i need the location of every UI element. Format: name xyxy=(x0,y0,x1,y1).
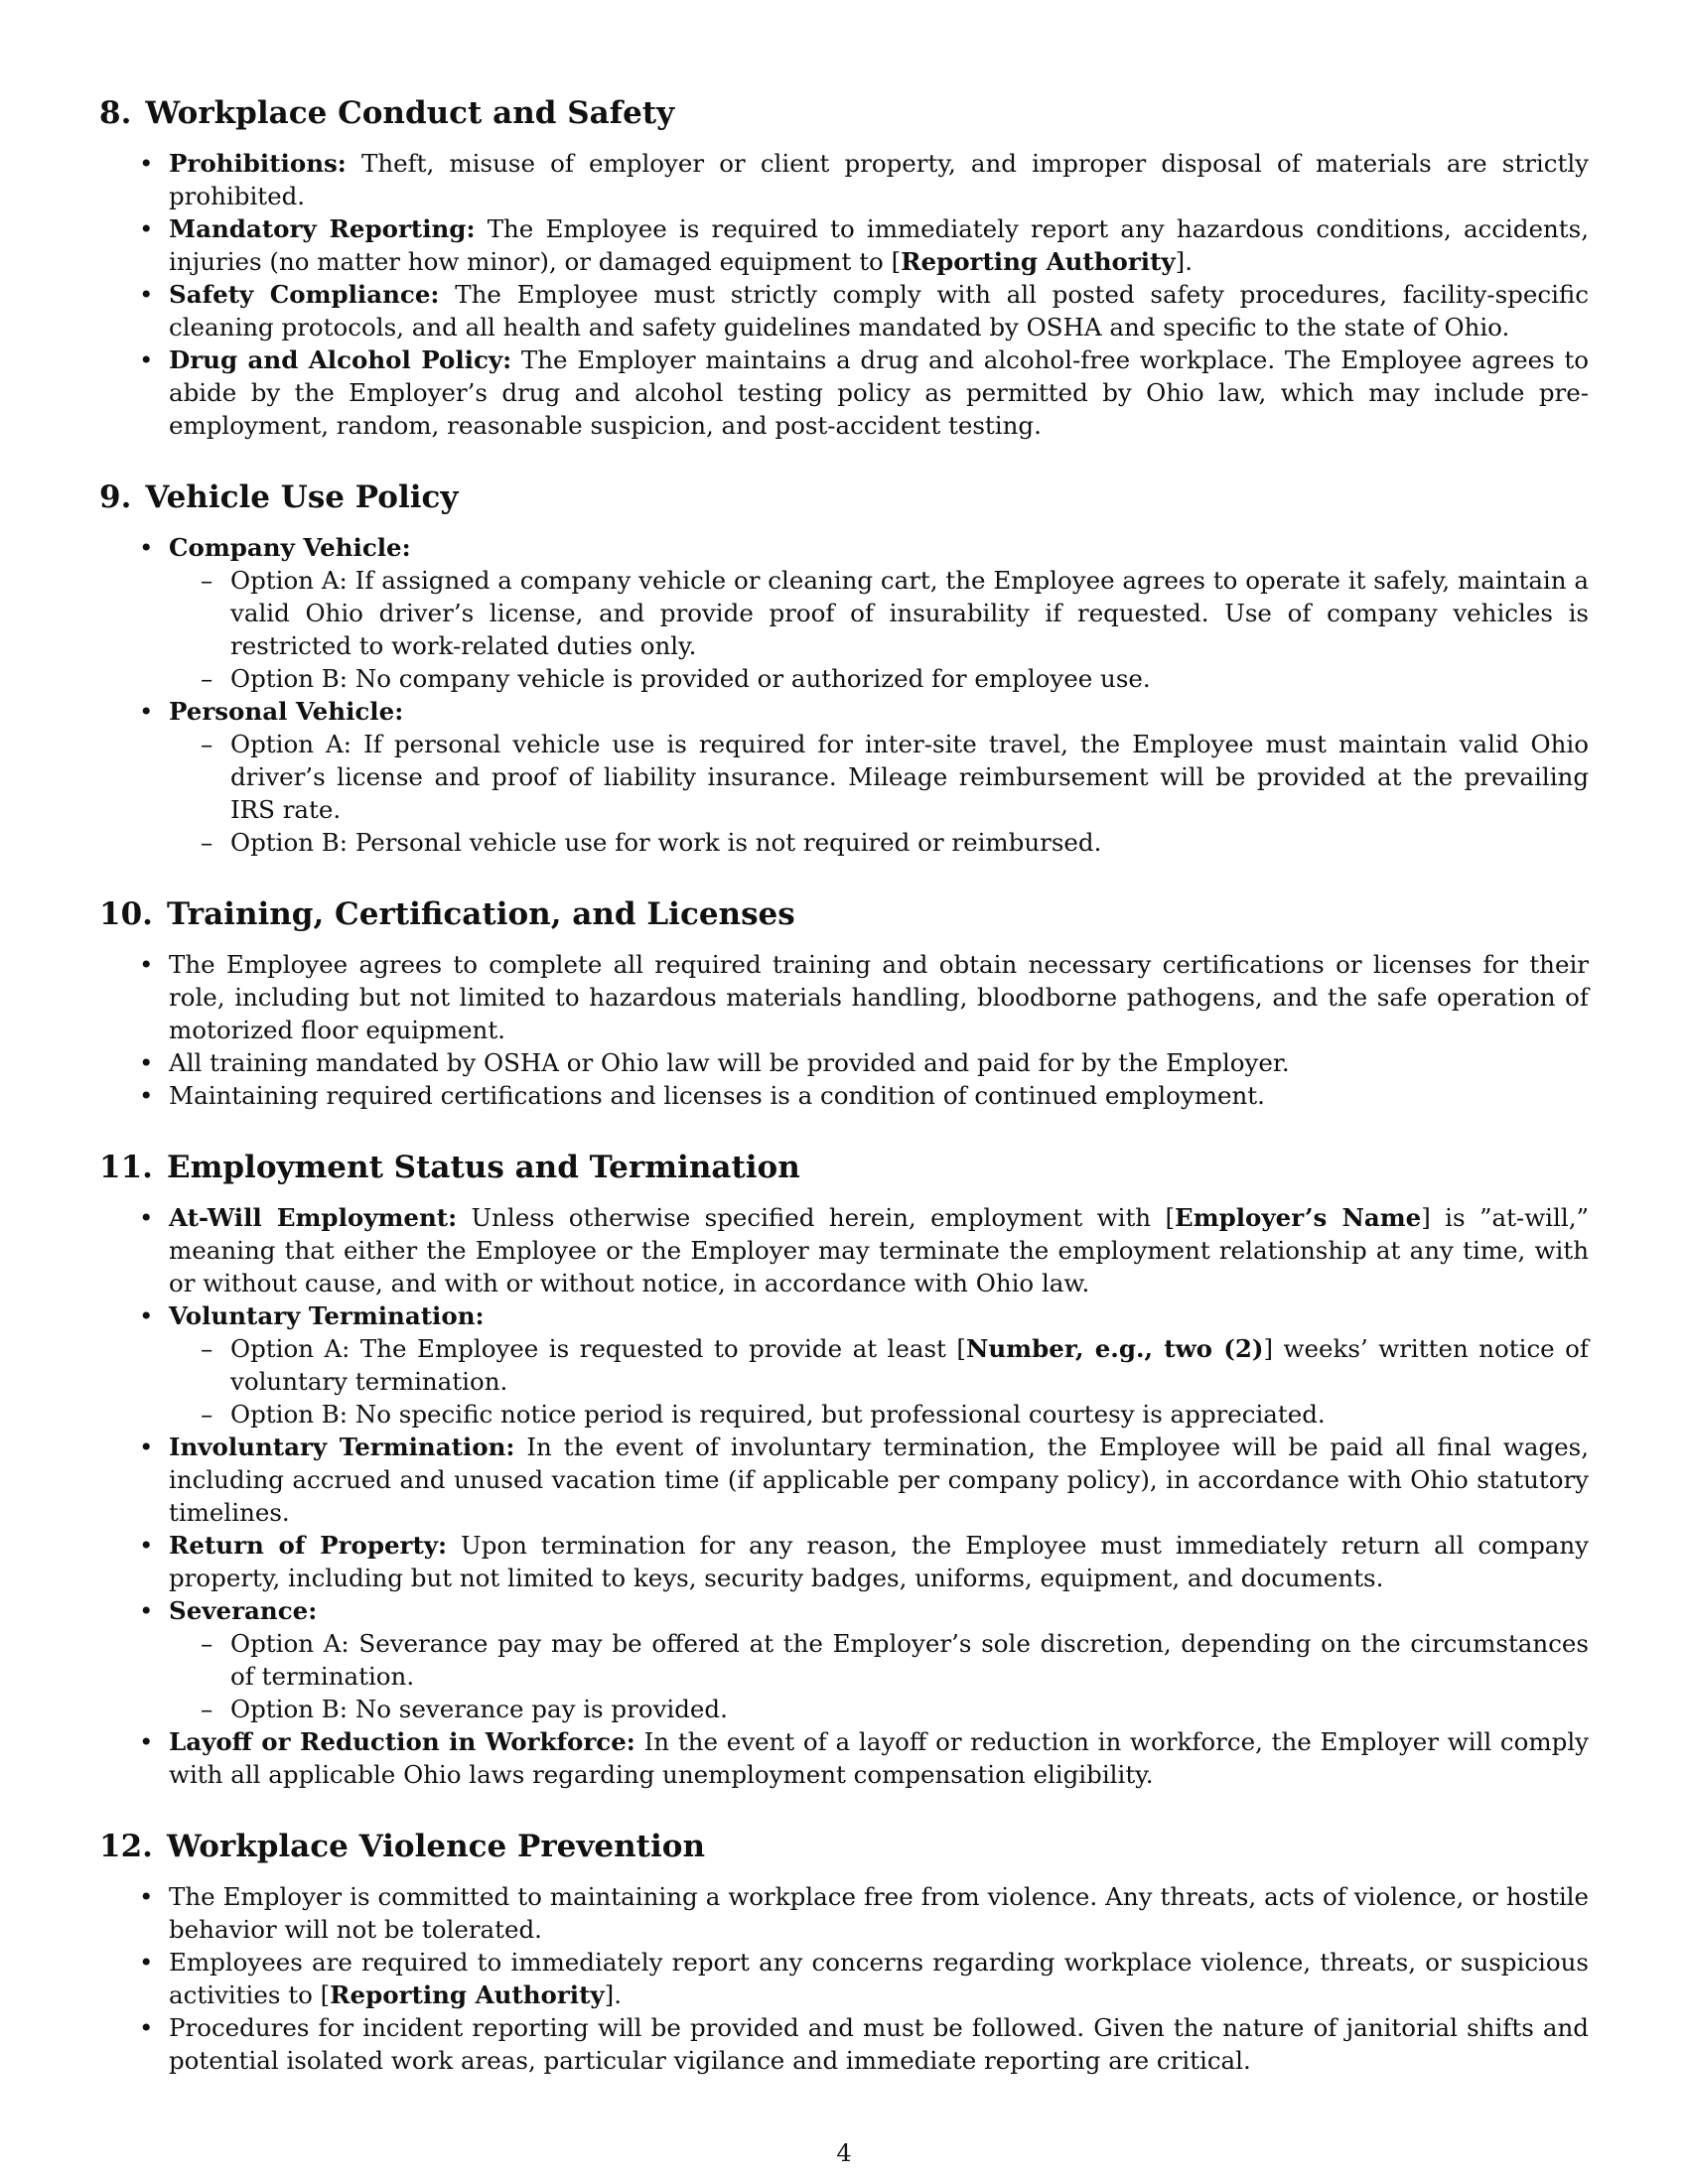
section-number: 11. xyxy=(99,1150,153,1185)
item-label: Company Vehicle: xyxy=(169,533,411,562)
section-12 xyxy=(99,1825,1589,2077)
item-label: At-Will Employment: xyxy=(169,1203,458,1232)
list-item xyxy=(169,1299,1589,1431)
list-item xyxy=(169,1201,1589,1299)
list-item xyxy=(169,1880,1589,1946)
list-item xyxy=(169,948,1589,1046)
list-item xyxy=(169,212,1589,278)
item-text: The Employer is committed to maintaining a workplace free from violence. Any threats, acts of violence, or hostile behavior will not be tolerated. xyxy=(169,1882,1589,1944)
item-label: Mandatory Reporting: xyxy=(169,214,476,243)
item-label: Personal Vehicle: xyxy=(169,697,404,726)
option-item: – Option B: Personal vehicle use for work is not required or reimbursed. xyxy=(230,826,1589,859)
list-item xyxy=(169,1529,1589,1594)
item-text: The Employee must strictly comply with all posted safety procedures, facility-specific cleaning protocols, and all health and safety guidelines mandated by OSHA and specific to the state of Ohio. xyxy=(169,280,1589,341)
placeholder-field: Reporting Authority xyxy=(330,1980,605,2009)
item-text: Procedures for incident reporting will be provided and must be followed. Given the nature of janitorial shifts and potential isolated work areas, particular vigilance and immediate reporting are critical. xyxy=(169,2013,1589,2075)
item-text-tail: ]. xyxy=(604,1980,623,2009)
section-10 xyxy=(99,892,1589,1112)
option-list xyxy=(169,1627,1589,1725)
section-number: 9. xyxy=(99,479,132,515)
item-text-tail: ] weeks’ written notice of voluntary termination. xyxy=(230,1334,1589,1396)
option-item: – Option B: No severance pay is provided. xyxy=(230,1693,1589,1725)
list-item xyxy=(169,278,1589,343)
list-item xyxy=(169,531,1589,695)
item-text: All training mandated by OSHA or Ohio law will be provided and paid for by the Employer. xyxy=(169,1048,1290,1077)
list-item xyxy=(169,1946,1589,2011)
bullet-list xyxy=(99,948,1589,1112)
bullet-list xyxy=(99,1880,1589,2077)
section-8 xyxy=(99,91,1589,442)
placeholder-field: Number, e.g., two (2) xyxy=(965,1334,1264,1363)
item-label: Involuntary Termination: xyxy=(169,1433,515,1461)
section-11 xyxy=(99,1146,1589,1791)
option-item: – Option A: Severance pay may be offered at the Employer’s sole discretion, depending on the circumstances of termination. xyxy=(230,1627,1589,1693)
option-item xyxy=(230,1332,1589,1398)
item-label: Drug and Alcohol Policy: xyxy=(169,345,512,374)
section-heading xyxy=(99,892,1589,936)
option-list xyxy=(169,564,1589,695)
section-9 xyxy=(99,476,1589,859)
item-text: Unless otherwise specified herein, employment with [ xyxy=(457,1203,1176,1232)
option-list xyxy=(169,1332,1589,1431)
document-page xyxy=(99,91,1589,2111)
placeholder-field: Reporting Authority xyxy=(901,247,1176,276)
section-number: 10. xyxy=(99,896,153,932)
bullet-list xyxy=(99,1201,1589,1791)
item-text: The Employee is required to immediately report any hazardous conditions, accidents, injuries (no matter how minor), or damaged equipment to [ xyxy=(169,214,1589,276)
section-title: Vehicle Use Policy xyxy=(145,479,459,515)
item-text: Theft, misuse of employer or client property, and improper disposal of materials are strictly prohibited. xyxy=(169,149,1589,210)
item-text: In the event of involuntary termination, the Employee will be paid all final wages, including accrued and unused vacation time (if applicable per company policy), in accordance with Ohio statutory timelines. xyxy=(169,1433,1589,1527)
item-label: Layoff or Reduction in Workforce: xyxy=(169,1727,635,1756)
option-item: – Option A: If personal vehicle use is required for inter-site travel, the Employee must maintain valid Ohio driver’s license and proof of liability insurance. Mileage reimbursement will be provided at the prevailing IRS rate. xyxy=(230,728,1589,826)
item-text-tail: ]. xyxy=(1175,247,1193,276)
option-list xyxy=(169,728,1589,859)
section-heading xyxy=(99,476,1589,519)
list-item xyxy=(169,2011,1589,2077)
item-text: Upon termination for any reason, the Employee must immediately return all company property, including but not limited to keys, security badges, uniforms, equipment, and documents. xyxy=(169,1531,1589,1592)
list-item xyxy=(169,695,1589,859)
list-item xyxy=(169,1079,1589,1112)
item-text: Maintaining required certifications and licenses is a condition of continued employment. xyxy=(169,1081,1265,1110)
bullet-list xyxy=(99,531,1589,859)
list-item xyxy=(169,1431,1589,1529)
section-title: Training, Certification, and Licenses xyxy=(166,896,795,932)
option-item: – Option B: No specific notice period is required, but professional courtesy is appreciated. xyxy=(230,1398,1589,1431)
section-title: Workplace Violence Prevention xyxy=(166,1829,705,1864)
item-label: Voluntary Termination: xyxy=(169,1301,485,1330)
section-heading xyxy=(99,1146,1589,1189)
item-text: In the event of a layoff or reduction in workforce, the Employer will comply with all applicable Ohio laws regarding unemployment compensation eligibility. xyxy=(169,1727,1589,1789)
list-item xyxy=(169,343,1589,442)
page-number: 4 xyxy=(836,2139,852,2167)
item-text: Option A: The Employee is requested to provide at least [ xyxy=(230,1334,966,1363)
section-heading xyxy=(99,1825,1589,1868)
item-label: Safety Compliance: xyxy=(169,280,440,309)
placeholder-field: Employer’s Name xyxy=(1175,1203,1422,1232)
section-heading xyxy=(99,91,1589,135)
section-title: Employment Status and Termination xyxy=(166,1150,800,1185)
item-text: The Employer maintains a drug and alcohol-free workplace. The Employee agrees to abide by the Employer’s drug and alcohol testing policy as permitted by Ohio law, which may include pre-employment, random, reasonable suspicion, and post-accident testing. xyxy=(169,345,1589,440)
list-item xyxy=(169,1594,1589,1725)
section-title: Workplace Conduct and Safety xyxy=(145,95,675,131)
section-number: 12. xyxy=(99,1829,153,1864)
list-item xyxy=(169,1725,1589,1791)
item-text: The Employee agrees to complete all required training and obtain necessary certifications or licenses for their role, including but not limited to hazardous materials handling, bloodborne pathogens, and the safe operation of motorized floor equipment. xyxy=(169,950,1589,1044)
item-text-tail: ] is ”at-will,” meaning that either the Employee or the Employer may terminate the employment relationship at any time, with or without cause, and with or without notice, in accordance with Ohio law. xyxy=(169,1203,1590,1297)
item-text: Employees are required to immediately report any concerns regarding workplace violence, threats, or suspicious activities to [ xyxy=(169,1948,1589,2009)
list-item xyxy=(169,147,1589,212)
list-item xyxy=(169,1046,1589,1079)
item-label: Return of Property: xyxy=(169,1531,448,1560)
section-number: 8. xyxy=(99,95,132,131)
bullet-list xyxy=(99,147,1589,442)
item-label: Prohibitions: xyxy=(169,149,347,178)
option-item: – Option B: No company vehicle is provided or authorized for employee use. xyxy=(230,662,1589,695)
option-item: – Option A: If assigned a company vehicle or cleaning cart, the Employee agrees to operate it safely, maintain a valid Ohio driver’s license, and provide proof of insurability if requested. Use of company vehicles is restricted to work-related duties only. xyxy=(230,564,1589,662)
item-label: Severance: xyxy=(169,1596,318,1625)
